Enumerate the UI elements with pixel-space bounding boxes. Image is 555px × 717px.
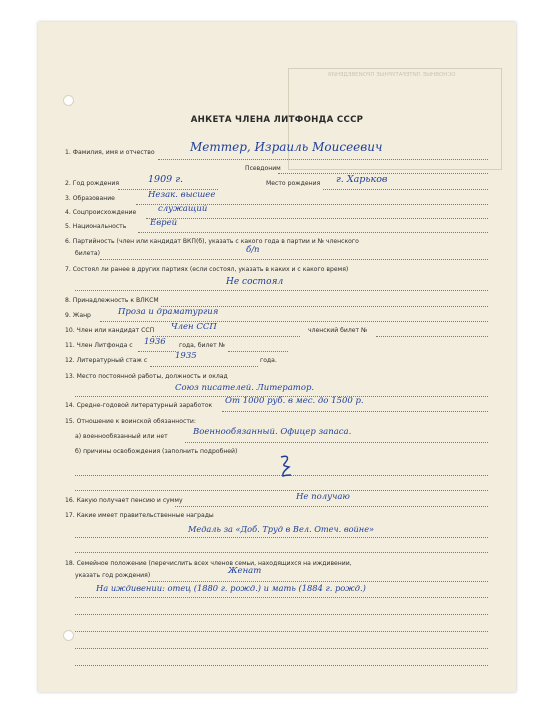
answer-other-parties: Не состоял [226, 277, 284, 287]
question-6-continued: билета) [75, 250, 101, 257]
answer-line [222, 411, 488, 412]
question-15b: б) причины освобождения (заполнить подробней) [75, 448, 238, 455]
question-15: 15. Отношение к воинской обязанности: [65, 418, 196, 425]
answer-military-status: Военнообязанный. Офицер запаса. [193, 427, 352, 437]
question-pseudonym: Псевдоним [245, 165, 281, 172]
answer-marital-status: Женат [228, 566, 262, 576]
answer-line [75, 648, 488, 649]
answer-genre: Проза и драматургия [118, 307, 219, 317]
answer-awards: Медаль за «Доб. Труд в Вел. Отеч. войне» [188, 524, 375, 534]
question-16: 16. Какую получает пенсию и сумму [65, 497, 183, 504]
answer-line [228, 351, 288, 352]
question-17: 17. Какие имеет правительственные награды [65, 512, 214, 519]
question-13: 13. Место постоянной работы, должность и оклад [65, 373, 228, 380]
answer-line [75, 665, 488, 666]
answer-literary-since: 1935 [175, 351, 197, 361]
question-18-continued: указать год рождения) [75, 572, 151, 579]
bleed-through-text: ОСНОВНЫЕ ЛИТЕРАТУРНЫЕ ПРОИЗВЕДЕНИЯ [328, 72, 456, 78]
answer-line [75, 631, 488, 632]
question-4: 4. Соцпроисхождение [65, 209, 137, 216]
answer-line [100, 259, 488, 260]
answer-line [75, 552, 488, 553]
answer-pension: Не получаю [296, 492, 350, 502]
answer-workplace: Союз писателей. Литератор. [175, 383, 315, 393]
question-3: 3. Образование [65, 195, 115, 202]
answer-education: Незак. высшее [148, 190, 216, 200]
answer-line [148, 581, 488, 582]
answer-line [323, 189, 488, 190]
question-8: 8. Принадлежность к ВЛКСМ [65, 297, 159, 304]
question-2-birthplace: Место рождения [266, 180, 321, 187]
question-10: 10. Член или кандидат ССП [65, 327, 155, 334]
answer-line [158, 159, 488, 160]
answer-line [376, 336, 488, 337]
answer-earnings: От 1000 руб. в мес. до 1500 р. [225, 396, 364, 406]
answer-line [138, 351, 176, 352]
question-10-card: членский билет № [308, 327, 368, 334]
answer-line [175, 506, 488, 507]
question-12: 12. Литературный стаж с [65, 357, 148, 364]
answer-dependents: На иждивении: отец (1880 г. рожд.) и мать (1884 г. рожд.) [96, 583, 366, 593]
answer-litfond-year: 1936 [144, 337, 166, 347]
question-5: 5. Национальность [65, 223, 127, 230]
form-title: АНКЕТА ЧЛЕНА ЛИТФОНДА СССР [190, 115, 364, 125]
question-1: 1. Фамилия, имя и отчество [65, 149, 155, 156]
question-15a: а) военнообязанный или нет [75, 433, 168, 440]
punch-hole [63, 95, 74, 106]
question-6: 6. Партийность (член или кандидат ВКП(б), указать с какого года в партии и № членского [65, 238, 359, 245]
punch-hole [63, 630, 74, 641]
form-sheet [38, 22, 516, 692]
answer-line [75, 597, 488, 598]
question-12-suffix: года. [260, 357, 277, 364]
answer-party: б/п [246, 245, 260, 255]
answer-birthplace: г. Харьков [336, 174, 388, 185]
question-2: 2. Год рождения [65, 180, 120, 187]
dash-mark-icon [279, 454, 293, 478]
answer-line [185, 442, 488, 443]
answer-line [75, 290, 488, 291]
answer-line [100, 321, 488, 322]
answer-line [150, 366, 258, 367]
answer-line [75, 537, 488, 538]
answer-line [75, 490, 488, 491]
question-11-card: года, билет № [179, 342, 225, 349]
answer-full-name: Меттер, Израиль Моисеевич [190, 140, 383, 154]
question-7: 7. Состоял ли ранее в других партиях (если состоял, указать в каких и с какого время) [65, 266, 349, 273]
answer-line [75, 614, 488, 615]
answer-line [138, 232, 488, 233]
answer-ssp-membership: Член ССП [171, 322, 217, 332]
answer-line [146, 218, 488, 219]
question-9: 9. Жанр [65, 312, 91, 319]
question-18: 18. Семейное положение (перечислить всех членов семьи, находящихся на иждивении, [65, 560, 352, 567]
question-11: 11. Член Литфонда с [65, 342, 133, 349]
answer-line [152, 336, 300, 337]
question-14: 14. Средне-годовой литературный заработок [65, 402, 213, 409]
answer-nationality: Еврей [150, 218, 178, 228]
answer-birth-year: 1909 г. [148, 174, 184, 185]
answer-social-origin: служащий [158, 204, 208, 214]
